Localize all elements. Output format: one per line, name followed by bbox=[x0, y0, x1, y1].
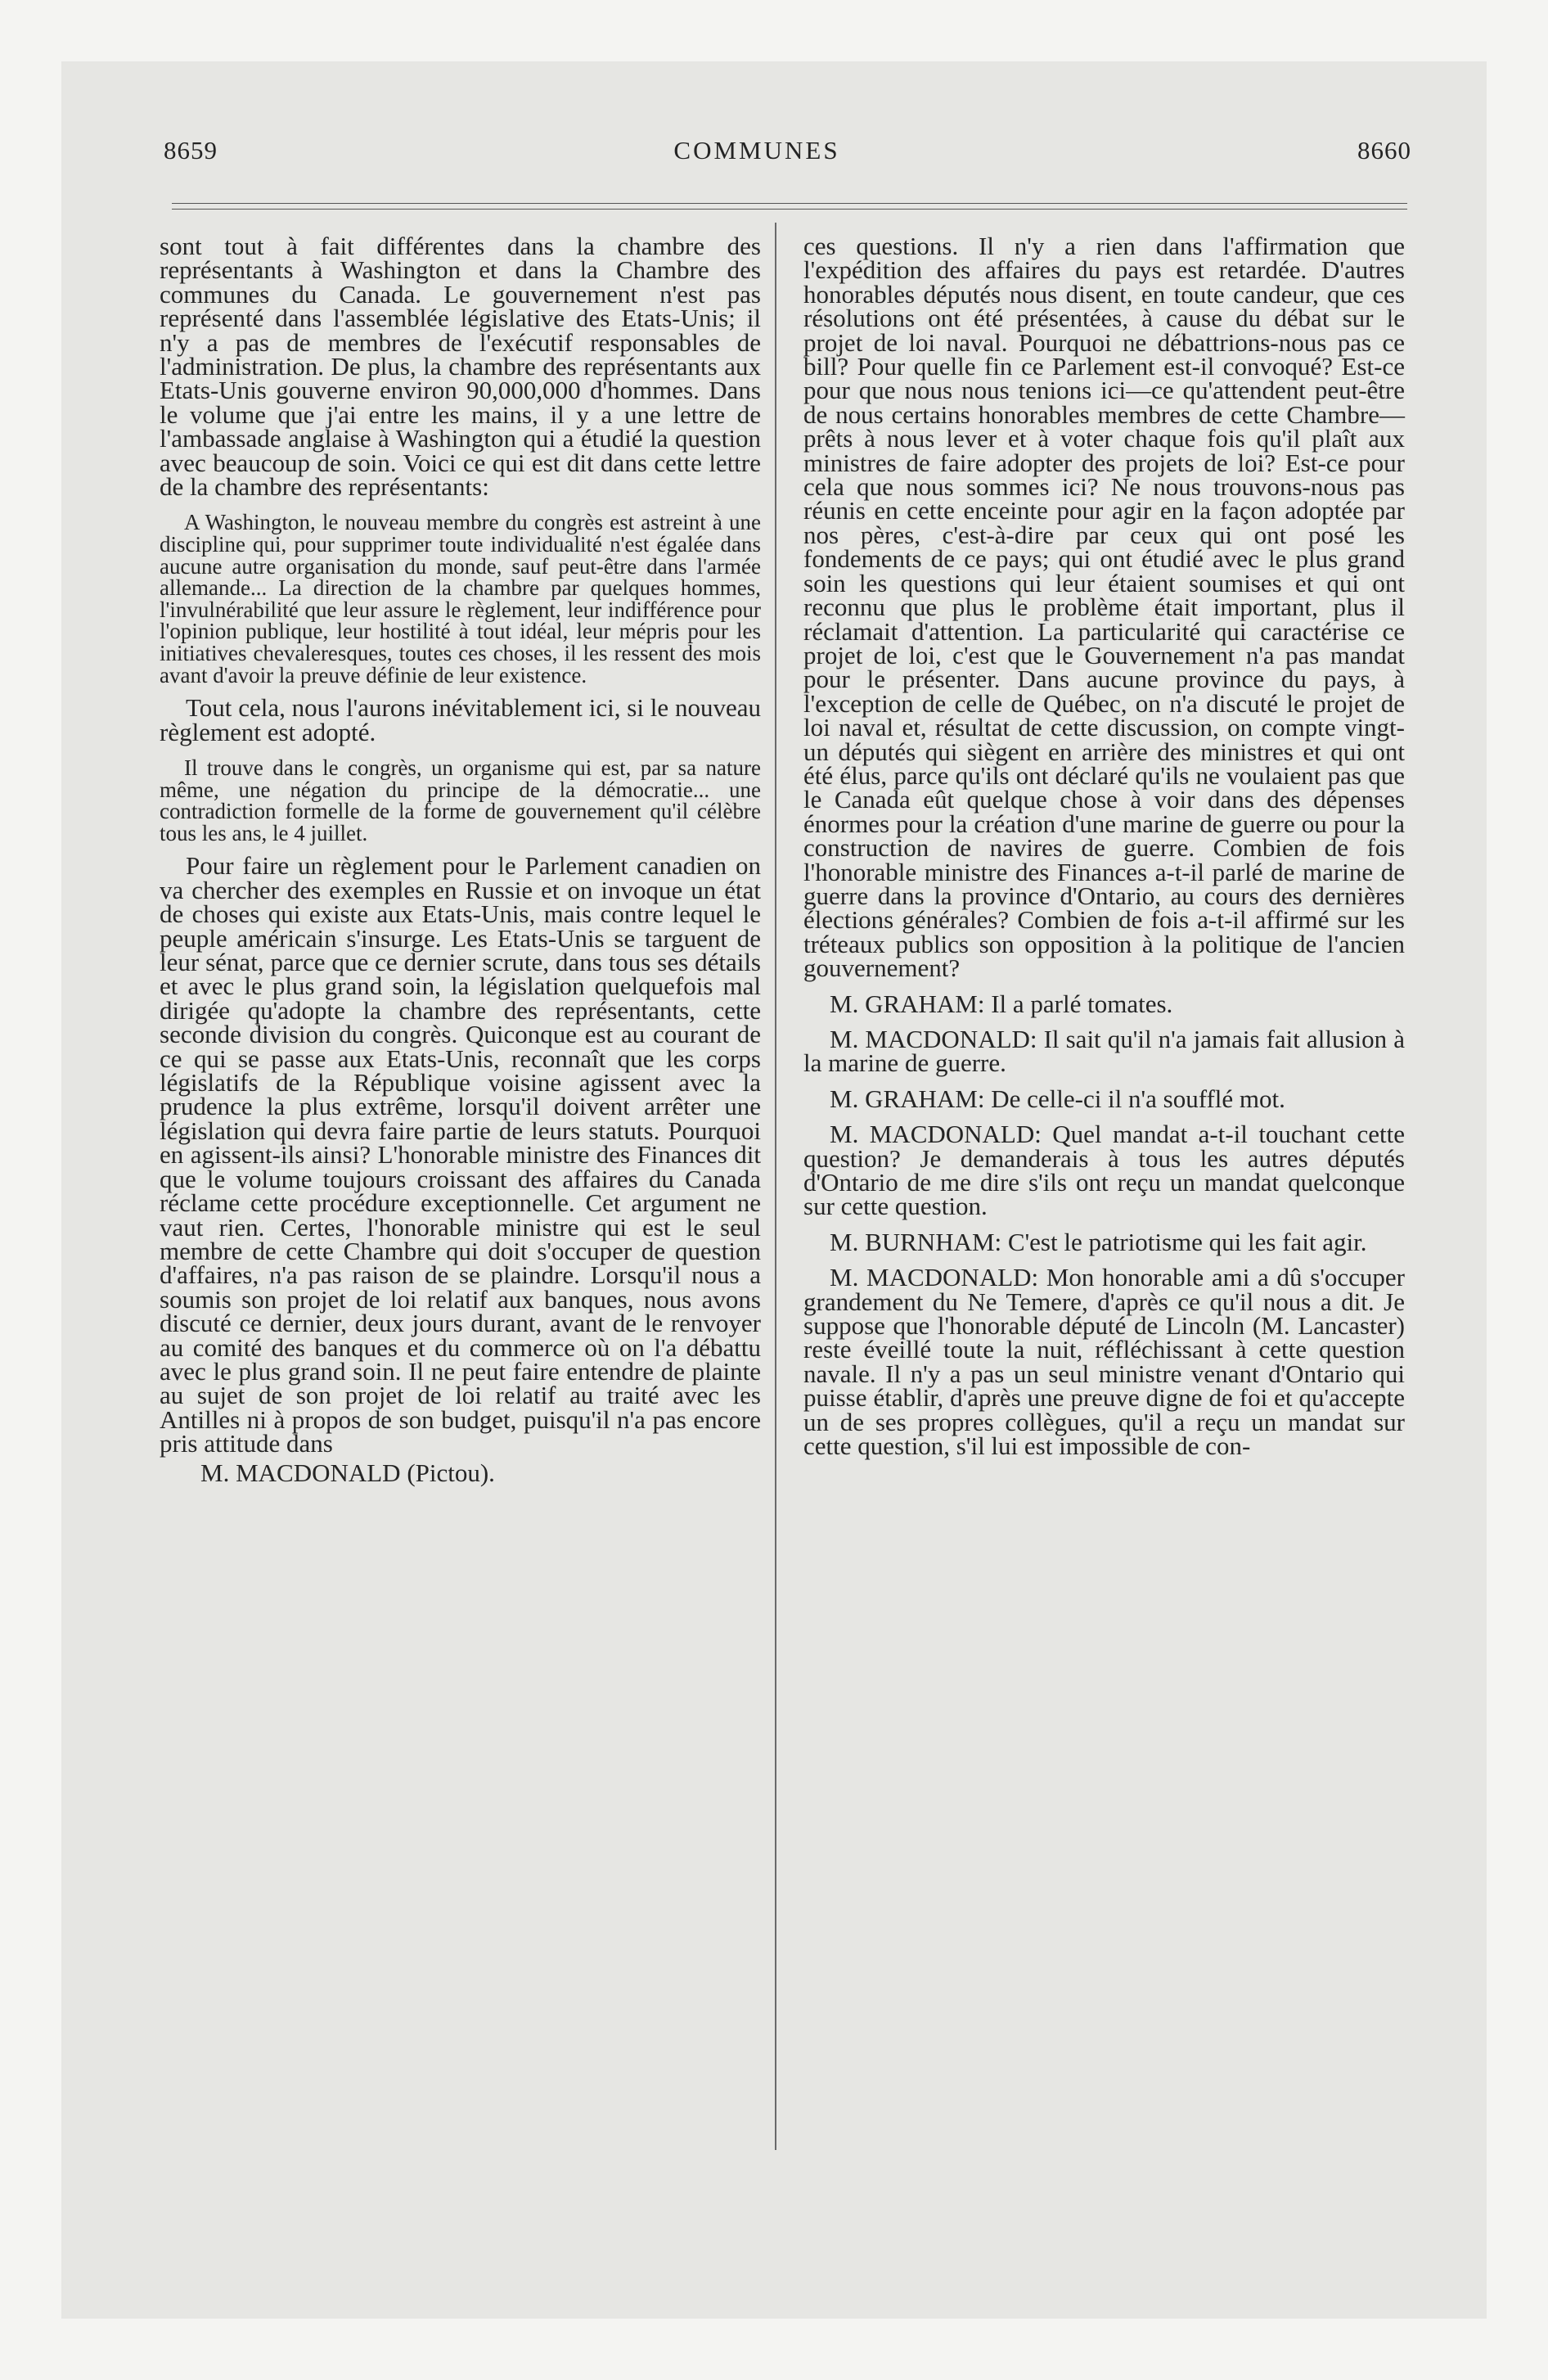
paragraph: Tout cela, nous l'aurons inévitablement ici, si le nouveau règlement est adopté. bbox=[160, 693, 761, 746]
block-quote: Il trouve dans le congrès, un organisme qui est, par sa nature même, une négation du principe de la démocratie... une contradiction formelle de la forme de gouvernement qu'il célèbre tous les ans, le 4 juillet. bbox=[160, 755, 761, 845]
left-page-number: 8659 bbox=[164, 136, 218, 165]
speaker-remark: M. MACDONALD: Il sait qu'il n'a jamais fait allusion à la marine de guerre. bbox=[803, 1025, 1405, 1078]
speaker-signature: M. MACDONALD (Pictou). bbox=[200, 1458, 495, 1487]
speaker-remark: M. MACDONALD: Quel mandat a-t-il touchant cette question? Je demanderais à tous les autres députés d'Ontario de me dire s'ils ont reçu un mandat quelconque sur cette question. bbox=[803, 1120, 1405, 1221]
speaker-remark: M. GRAHAM: De celle-ci il n'a soufflé mot. bbox=[830, 1084, 1285, 1113]
paragraph: sont tout à fait différentes dans la chambre des représentants à Washington et dans la Chambre des communes du Canada. Le gouvernement n'est pas représenté dans l'assemblée législative des Etats-Unis; il n'y a pas de membres de l'exécutif responsables de l'administration. De plus, la chambre des représentants aux Etats-Unis gouverne environ 90,000,000 d'hommes. Dans le volume que j'ai entre les mains, il y a une lettre de l'ambassade anglaise à Washington qui a étudié la question avec beaucoup de soin. Voici ce qui est dit dans cette lettre de la chambre des représentants: bbox=[160, 232, 761, 502]
speaker-remark: M. MACDONALD: Mon honorable ami a dû s'occuper grandement du Ne Temere, d'après ce qu'il nous a dit. Je suppose que l'honorable député de Lincoln (M. Lancaster) reste éveillé toute la nuit, réfléchissant à cette question navale. Il n'y a pas un seul ministre venant d'Ontario qui puisse établir, d'après une preuve digne de foi et qu'accepte un de ses propres collègues, qu'il a reçu un mandat sur cette question, s'il lui est impossible de con- bbox=[803, 1263, 1405, 1461]
speaker-remark: M. BURNHAM: C'est le patriotisme qui les fait agir. bbox=[830, 1227, 1367, 1256]
right-page-number: 8660 bbox=[1357, 136, 1411, 165]
paragraph: Pour faire un règlement pour le Parlement canadien on va chercher des exemples en Russie et on invoque un état de choses qui existe aux Etats-Unis, mais contre lequel le peuple américain s'insurge. Les Etats-Unis se targuent de leur sénat, parce que ce dernier scrute, dans tous ses détails et avec le plus grand soin, la législation quelquefois mal dirigée qu'adopte la chambre des représentants, cette seconde division du congrès. Quiconque est au courant de ce qui se passe aux Etats-Unis, reconnaît que les corps législatifs de la République voisine agissent avec la prudence la plus extrême, lorsqu'il doivent arrêter une législation qui devra faire partie de leurs statuts. Pourquoi en agissent-ils ainsi? L'honorable ministre des Finances dit que le volume toujours croissant des affaires du Canada réclame cette procédure exceptionnelle. Cet argument ne vaut rien. Certes, l'honorable ministre qui est le seul membre de cette Chambre qui doit s'occuper de question d'affaires, n'a pas raison de se plaindre. Lorsqu'il nous a soumis son projet de loi relatif aux banques, nous avons discuté ce dernier, deux jours durant, avant de le renvoyer au comité des banques et du commerce où on l'a débattu avec le plus grand soin. Il ne peut faire entendre de plainte au sujet de son projet de loi relatif au traité avec les Antilles ni à propos de son budget, puisqu'il n'a pas encore pris attitude dans bbox=[160, 851, 761, 1458]
block-quote: A Washington, le nouveau membre du congrès est astreint à une discipline qui, pour supprimer toute individualité n'est égalée dans aucune autre organisation du monde, sauf peut-être dans l'armée allemande... La direction de la chambre par quelques hommes, l'invulnérabilité que leur assure le règlement, leur indifférence pour l'opinion publique, leur hostilité à tout idéal, leur mépris pour les initiatives chevaleresques, toutes ces choses, il les ressent des mois avant d'avoir la preuve définie de leur existence. bbox=[160, 510, 761, 687]
right-column bbox=[803, 232, 1405, 1461]
header-rule bbox=[172, 203, 1407, 210]
column-divider bbox=[775, 223, 776, 2150]
left-column bbox=[160, 234, 761, 1485]
running-header bbox=[102, 123, 1411, 164]
paragraph: ces questions. Il n'y a rien dans l'affirmation que l'expédition des affaires du pays est retardée. D'autres honorables députés nous disent, en toute candeur, que ces résolutions ont été présentées, à cause du débat sur le projet de loi naval. Pourquoi ne débattrions-nous pas ce bill? Pour quelle fin ce Parlement est-il convoqué? Est-ce pour que nous nous tenions ici—ce qu'attendent peut-être de nous certains honorables membres de cette Chambre—prêts à nous lever et à voter chaque fois qu'il plaît aux ministres de faire adopter des projets de loi? Est-ce pour cela que nous sommes ici? Ne nous trouvons-nous pas réunis en cette enceinte pour agir en la façon adoptée par nos pères, c'est-à-dire par ceux qui ont posé les fondements de ce pays; qui ont étudié avec le plus grand soin les questions qui leur étaient soumises et qui ont reconnu que plus le problème était important, plus il réclamait d'attention. La particularité qui caractérise ce projet de loi, c'est que le Gouvernement n'a pas mandat pour le présenter. Dans aucune province du pays, à l'exception de celle de Québec, on n'a discuté le projet de loi naval et, résultat de cette discussion, on compte vingt-un députés qui siègent en arrière des ministres et qui ont été élus, parce qu'ils ont déclaré qu'ils ne voulaient pas que le Canada eût quelque chose à voir dans des dépenses énormes pour la création d'une marine de guerre ou pour la construction de navires de guerre. Combien de fois l'honorable ministre des Finances a-t-il parlé de marine de guerre dans la province d'Ontario, au cours des dernières élections générales? Combien de fois a-t-il affirmé sur les tréteaux publics son opposition à la politique de l'ancien gouvernement? bbox=[803, 232, 1405, 983]
speaker-remark: M. GRAHAM: Il a parlé tomates. bbox=[830, 989, 1173, 1018]
running-title: COMMUNES bbox=[673, 136, 840, 165]
